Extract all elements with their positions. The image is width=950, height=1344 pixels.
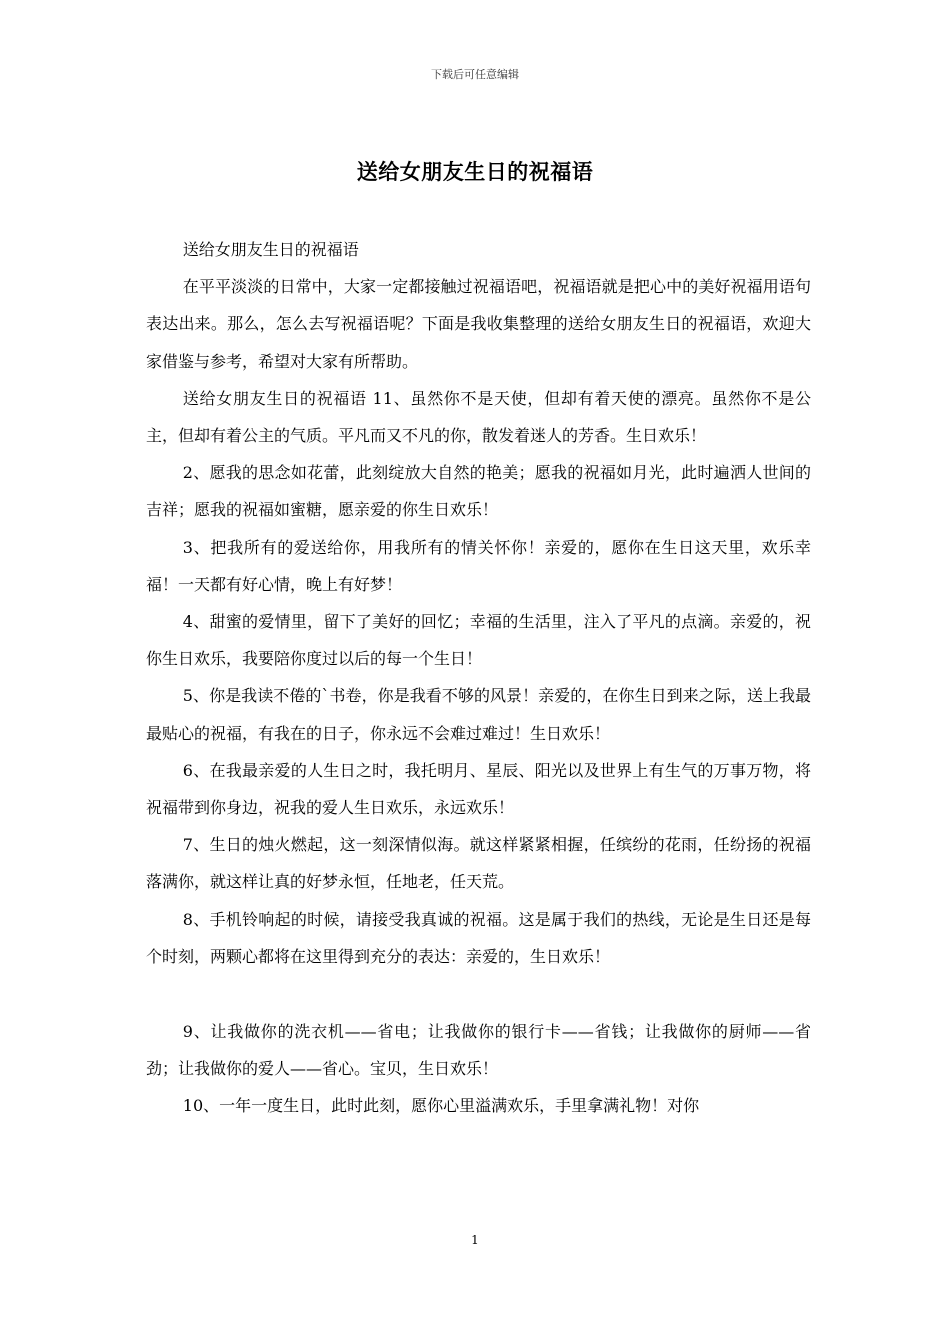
paragraph-wish-8: 8、手机铃响起的时候，请接受我真诚的祝福。这是属于我们的热线，无论是生日还是每个时刻，两颗心都将在这里得到充分的表达：亲爱的，生日欢乐！ [146,909,811,966]
paragraph-wish-5: 5、你是我读不倦的`书卷，你是我看不够的风景！亲爱的，在你生日到来之际，送上我最最贴心的祝福，有我在的日子，你永远不会难过难过！生日欢乐！ [146,686,811,743]
document-body [146,231,811,1125]
paragraph-wish-2: 2、愿我的思念如花蕾，此刻绽放大自然的艳美；愿我的祝福如月光，此时遍洒人世间的吉祥；愿我的祝福如蜜糖，愿亲爱的你生日欢乐！ [146,463,811,520]
paragraph-wish-6: 6、在我最亲爱的人生日之时，我托明月、星辰、阳光以及世界上有生气的万事万物，将祝福带到你身边，祝我的爱人生日欢乐，永远欢乐！ [146,760,811,818]
paragraph-wish-7: 7、生日的烛火燃起，这一刻深情似海。就这样紧紧相握，任缤纷的花雨，任纷扬的祝福落满你，就这样让真的好梦永恒，任地老，任天荒。 [146,835,811,892]
paragraph-intro: 在平平淡淡的日常中，大家一定都接触过祝福语吧，祝福语就是把心中的美好祝福用语句表达出来。那么，怎么去写祝福语呢？下面是我收集整理的送给女朋友生日的祝福语，欢迎大家借鉴与参考，希望对大家有所帮助。 [146,277,811,371]
paragraph-wish-4: 4、甜蜜的爱情里，留下了美好的回忆；幸福的生活里，注入了平凡的点滴。亲爱的，祝你生日欢乐，我要陪你度过以后的每一个生日！ [146,612,811,669]
paragraph-wish-9: 9、让我做你的洗衣机——省电；让我做你的银行卡——省钱；让我做你的厨师——省劲；让我做你的爱人——省心。宝贝，生日欢乐！ [146,1022,811,1079]
page-number: 1 [471,1233,479,1247]
paragraph-wish-3: 3、把我所有的爱送给你，用我所有的情关怀你！亲爱的，愿你在生日这天里，欢乐幸福！一天都有好心情，晚上有好梦！ [146,537,811,594]
header-note: 下载后可任意编辑 [431,68,519,81]
document-title: 送给女朋友生日的祝福语 [356,159,594,184]
paragraph-subtitle: 送给女朋友生日的祝福语 [182,240,359,259]
paragraph-wish-10: 10、一年一度生日，此时此刻，愿你心里溢满欢乐，手里拿满礼物！对你 [182,1096,700,1116]
paragraph-wish-1: 送给女朋友生日的祝福语 11、虽然你不是天使，但却有着天使的漂亮。虽然你不是公主，但却有着公主的气质。平凡而又不凡的你，散发着迷人的芳香。生日欢乐！ [146,388,811,446]
